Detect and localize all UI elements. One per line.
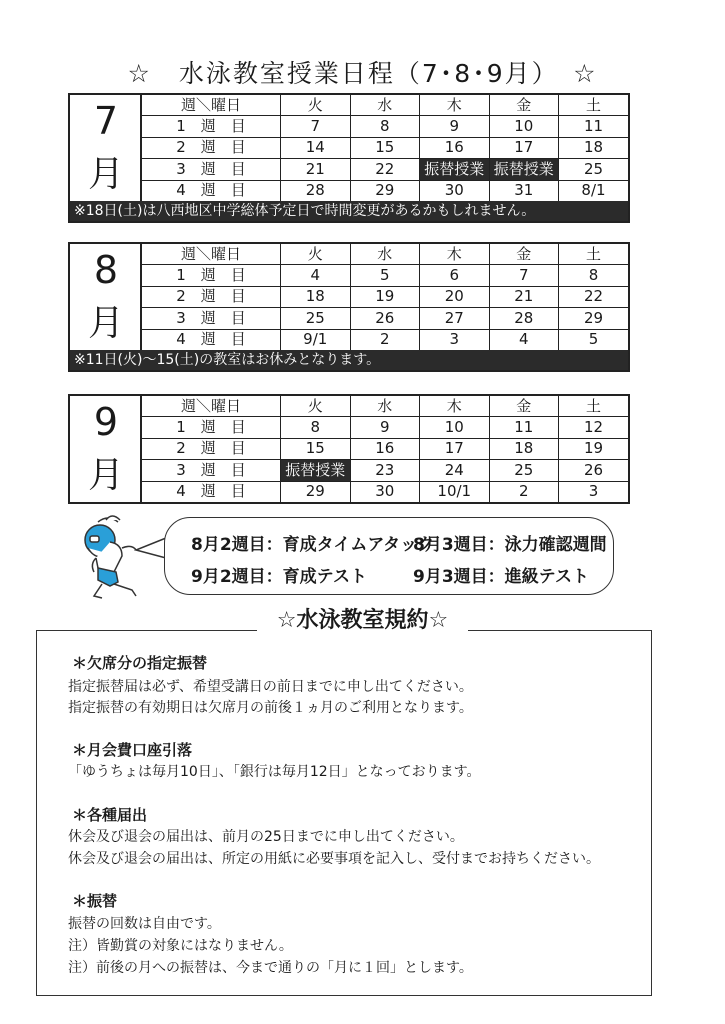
week-label: 4 週 目 <box>142 481 281 502</box>
schedule-july <box>68 93 630 223</box>
date-cell: 17 <box>420 438 490 459</box>
date-cell: 9 <box>350 417 420 438</box>
date-cell: 6 <box>420 265 490 286</box>
date-cell: 27 <box>420 308 490 329</box>
date-cell: 8/1 <box>559 180 629 201</box>
table-row <box>142 265 628 286</box>
month-number: 8 <box>93 248 119 292</box>
date-cell: 16 <box>420 137 490 158</box>
header-cell: 金 <box>489 95 559 116</box>
section-text: 振替の回数は自由です。 <box>68 916 221 932</box>
header-cell: 水 <box>350 95 420 116</box>
header-cell: 週＼曜日 <box>142 244 281 265</box>
date-cell: 19 <box>559 438 629 459</box>
table-row <box>142 308 628 329</box>
month-label <box>70 396 142 502</box>
date-cell: 9/1 <box>281 329 351 350</box>
date-cell: 15 <box>281 438 351 459</box>
substitute-class-cell: 振替授業 <box>489 159 559 180</box>
date-cell: 7 <box>489 265 559 286</box>
header-cell: 火 <box>281 396 351 417</box>
date-cell: 19 <box>350 286 420 307</box>
date-cell: 5 <box>350 265 420 286</box>
section-text: 休会及び退会の届出は、所定の用紙に必要事項を記入し、受付までお持ちください。 <box>68 851 600 867</box>
week-label: 2 週 目 <box>142 438 281 459</box>
date-cell: 16 <box>350 438 420 459</box>
schedule-september <box>68 394 630 504</box>
section-text: 注）皆勤賞の対象にはなりません。 <box>68 938 293 954</box>
table-row <box>142 159 628 180</box>
week-label: 1 週 目 <box>142 116 281 137</box>
header-cell: 火 <box>281 244 351 265</box>
month-note: ※11日(火)～15(土)の教室はお休みとなります。 <box>70 350 628 370</box>
substitute-class-cell: 振替授業 <box>281 460 351 481</box>
header-cell: 木 <box>420 396 490 417</box>
date-cell: 10/1 <box>420 481 490 502</box>
date-cell: 9 <box>420 116 490 137</box>
date-cell: 7 <box>281 116 351 137</box>
week-label: 1 週 目 <box>142 417 281 438</box>
page-title: ☆ 水泳教室授業日程（7･8･9月） ☆ <box>127 59 598 88</box>
date-cell: 18 <box>281 286 351 307</box>
table-row <box>142 137 628 158</box>
table-header-row <box>142 244 628 265</box>
schedule-table <box>142 396 628 502</box>
section-text: 「ゆうちょは毎月10日」、「銀行は毎月12日」となっております。 <box>68 764 481 780</box>
schedule-table <box>142 244 628 350</box>
table-header-row <box>142 95 628 116</box>
week-label: 1 週 目 <box>142 265 281 286</box>
date-cell: 25 <box>489 460 559 481</box>
table-row <box>142 417 628 438</box>
header-cell: 木 <box>420 95 490 116</box>
week-label: 2 週 目 <box>142 286 281 307</box>
event-item: 9月3週目：進級テスト <box>413 567 589 587</box>
header-cell: 金 <box>489 244 559 265</box>
date-cell: 12 <box>559 417 629 438</box>
date-cell: 29 <box>281 481 351 502</box>
table-row <box>142 180 628 201</box>
date-cell: 31 <box>489 180 559 201</box>
substitute-class-cell: 振替授業 <box>420 159 490 180</box>
date-cell: 8 <box>350 116 420 137</box>
date-cell: 22 <box>559 286 629 307</box>
date-cell: 11 <box>489 417 559 438</box>
month-number: 9 <box>93 400 119 444</box>
section-text: 指定振替の有効期日は欠席月の前後１ヵ月のご利用となります。 <box>68 700 473 716</box>
month-note: ※18日(土)は八西地区中学総体予定日で時間変更があるかもしれません。 <box>70 201 628 221</box>
section-heading: ＊月会費口座引落 <box>72 741 193 759</box>
date-cell: 21 <box>489 286 559 307</box>
header-cell: 金 <box>489 396 559 417</box>
date-cell: 4 <box>489 329 559 350</box>
table-row <box>142 438 628 459</box>
date-cell: 2 <box>489 481 559 502</box>
date-cell: 14 <box>281 137 351 158</box>
section-heading: ＊欠席分の指定振替 <box>72 654 208 672</box>
section-text: 注）前後の月への振替は、今まで通りの「月に１回」とします。 <box>68 960 473 976</box>
date-cell: 3 <box>420 329 490 350</box>
week-label: 4 週 目 <box>142 180 281 201</box>
date-cell: 15 <box>350 137 420 158</box>
table-row <box>142 329 628 350</box>
schedule-august <box>68 242 630 372</box>
week-label: 4 週 目 <box>142 329 281 350</box>
table-row <box>142 286 628 307</box>
header-cell: 土 <box>559 95 629 116</box>
month-kanji: 月 <box>87 154 124 195</box>
date-cell: 30 <box>350 481 420 502</box>
month-kanji: 月 <box>87 455 124 496</box>
bubble-tail <box>134 536 168 562</box>
month-label <box>70 244 142 350</box>
date-cell: 30 <box>420 180 490 201</box>
header-cell: 土 <box>559 396 629 417</box>
month-number: 7 <box>93 99 119 143</box>
header-cell: 水 <box>350 244 420 265</box>
table-header-row <box>142 396 628 417</box>
section-text: 指定振替届は必ず、希望受講日の前日までに申し出てください。 <box>68 679 473 695</box>
schedule-table <box>142 95 628 201</box>
date-cell: 8 <box>281 417 351 438</box>
date-cell: 28 <box>281 180 351 201</box>
date-cell: 10 <box>420 417 490 438</box>
date-cell: 18 <box>559 137 629 158</box>
date-cell: 28 <box>489 308 559 329</box>
week-label: 3 週 目 <box>142 159 281 180</box>
date-cell: 22 <box>350 159 420 180</box>
date-cell: 29 <box>350 180 420 201</box>
week-label: 2 週 目 <box>142 137 281 158</box>
header-cell: 木 <box>420 244 490 265</box>
date-cell: 29 <box>559 308 629 329</box>
date-cell: 4 <box>281 265 351 286</box>
date-cell: 25 <box>559 159 629 180</box>
table-row <box>142 481 628 502</box>
header-cell: 週＼曜日 <box>142 95 281 116</box>
table-row <box>142 460 628 481</box>
events-bubble <box>164 517 614 595</box>
date-cell: 26 <box>559 460 629 481</box>
section-text: 休会及び退会の届出は、前月の25日までに申し出てください。 <box>68 829 464 845</box>
header-cell: 週＼曜日 <box>142 396 281 417</box>
date-cell: 25 <box>281 308 351 329</box>
header-cell: 水 <box>350 396 420 417</box>
month-label <box>70 95 142 201</box>
section-heading: ＊各種届出 <box>72 806 148 824</box>
event-item: 8月3週目：泳力確認週間 <box>413 535 607 555</box>
month-kanji: 月 <box>87 303 124 344</box>
date-cell: 3 <box>559 481 629 502</box>
week-label: 3 週 目 <box>142 308 281 329</box>
rules-title-text: ☆水泳教室規約☆ <box>257 608 468 633</box>
date-cell: 26 <box>350 308 420 329</box>
event-item: 8月2週目：育成タイムアタック <box>191 535 435 555</box>
event-item: 9月2週目：育成テスト <box>191 567 367 587</box>
date-cell: 8 <box>559 265 629 286</box>
date-cell: 11 <box>559 116 629 137</box>
table-row <box>142 116 628 137</box>
date-cell: 20 <box>420 286 490 307</box>
week-label: 3 週 目 <box>142 460 281 481</box>
date-cell: 17 <box>489 137 559 158</box>
header-cell: 土 <box>559 244 629 265</box>
section-heading: ＊振替 <box>72 892 118 910</box>
header-cell: 火 <box>281 95 351 116</box>
date-cell: 21 <box>281 159 351 180</box>
date-cell: 18 <box>489 438 559 459</box>
rules-title <box>0 603 725 634</box>
date-cell: 10 <box>489 116 559 137</box>
date-cell: 24 <box>420 460 490 481</box>
date-cell: 2 <box>350 329 420 350</box>
date-cell: 23 <box>350 460 420 481</box>
date-cell: 5 <box>559 329 629 350</box>
